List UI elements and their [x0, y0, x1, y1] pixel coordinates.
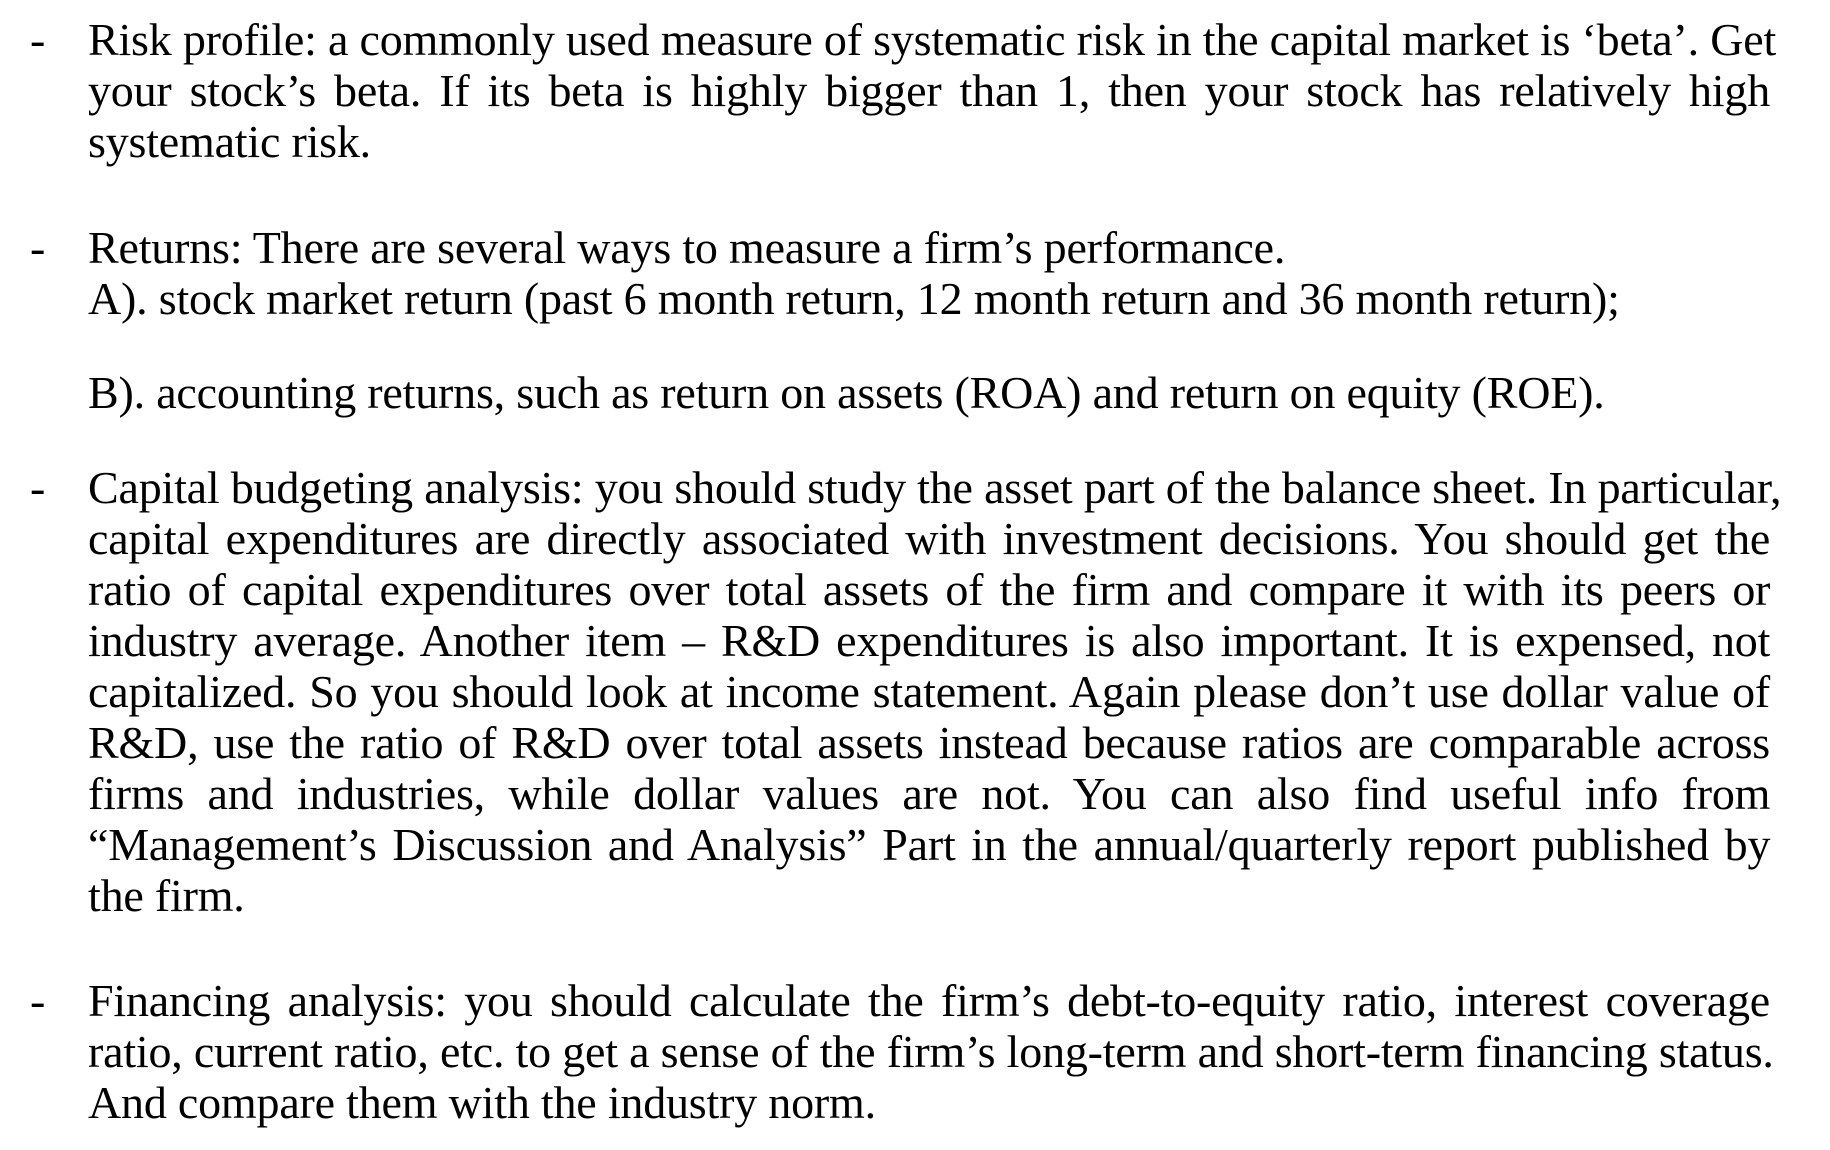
- bullet-text: [88, 222, 1770, 324]
- text-line: Capital budgeting analysis: you should study the asset part of the balance sheet. In particular,: [88, 462, 1782, 513]
- text-line: your stock’s beta. If its beta is highly bigger than 1, then your stock has relatively high: [88, 65, 1770, 116]
- bullet-text: [88, 975, 1774, 1128]
- text-line: ratio of capital expenditures over total assets of the firm and compare it with its peers or: [88, 564, 1771, 615]
- bullet-dash: -: [30, 462, 46, 513]
- text-line: Financing analysis: you should calculate the firm’s debt-to-equity ratio, interest coverage: [88, 975, 1770, 1026]
- bullet-dash: -: [30, 975, 46, 1026]
- text-line: ratio, current ratio, etc. to get a sense of the firm’s long-term and short-term financing status.: [88, 1026, 1774, 1077]
- bullet-dash: -: [30, 222, 46, 273]
- text-line: And compare them with the industry norm.: [88, 1077, 876, 1128]
- text-line: Risk profile: a commonly used measure of systematic risk in the capital market is ‘beta’. Get: [88, 14, 1777, 65]
- bullet-text: [88, 14, 1777, 167]
- text-line: Returns: There are several ways to measure a firm’s performance.: [88, 222, 1286, 273]
- sub-paragraph: [88, 367, 1770, 418]
- text-line: industry average. Another item – R&D expenditures is also important. It is expensed, not: [88, 615, 1771, 666]
- text-line: A). stock market return (past 6 month return, 12 month return and 36 month return);: [88, 273, 1620, 324]
- text-line: the firm.: [88, 870, 245, 921]
- text-line: systematic risk.: [88, 116, 371, 167]
- text-line: B). accounting returns, such as return on assets (ROA) and return on equity (ROE).: [88, 367, 1605, 418]
- text-line: capital expenditures are directly associated with investment decisions. You should get the: [88, 513, 1771, 564]
- bullet-text: [88, 462, 1782, 921]
- bullet-dash: -: [30, 14, 46, 65]
- text-line: firms and industries, while dollar values are not. You can also find useful info from: [88, 768, 1771, 819]
- text-line: “Management’s Discussion and Analysis” Part in the annual/quarterly report published by: [88, 819, 1771, 870]
- text-line: capitalized. So you should look at income statement. Again please don’t use dollar value of: [88, 666, 1770, 717]
- text-line: R&D, use the ratio of R&D over total assets instead because ratios are comparable across: [88, 717, 1770, 768]
